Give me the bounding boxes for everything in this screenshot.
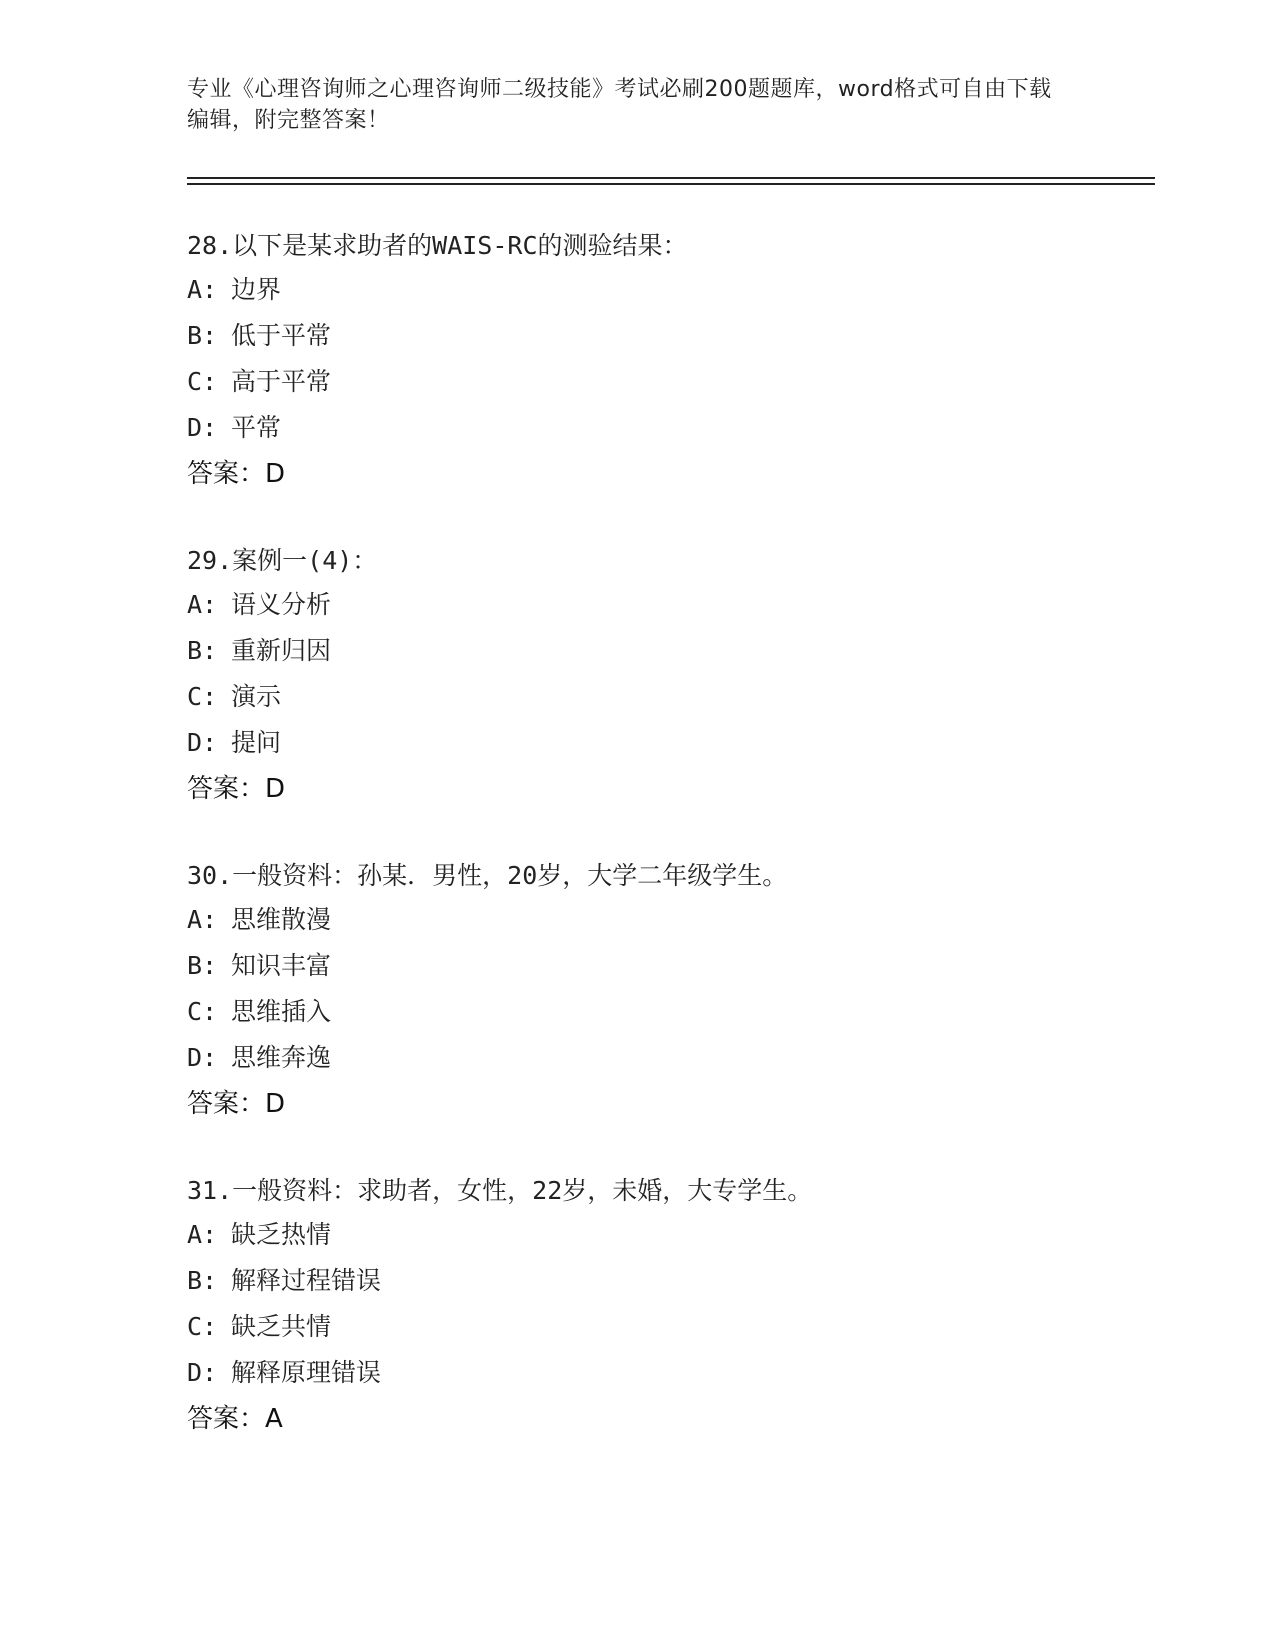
option-letter: C:	[187, 997, 218, 1026]
option-text: 提问	[231, 728, 282, 757]
option-letter: B:	[187, 321, 218, 350]
option-d	[187, 727, 1155, 773]
option-c	[187, 681, 1155, 727]
option-letter: C:	[187, 1312, 218, 1341]
document-header: 专业《心理咨询师之心理咨询师二级技能》考试必刷200题题库，word格式可自由下载编辑，附完整答案！	[187, 77, 1052, 133]
question-31	[187, 1175, 1155, 1443]
question-title: 30.一般资料：孙某．男性，20岁，大学二年级学生。	[187, 861, 788, 890]
option-letter: D:	[187, 413, 218, 442]
option-letter: A:	[187, 275, 218, 304]
option-letter: B:	[187, 951, 218, 980]
option-text: 低于平常	[231, 321, 332, 350]
question-title: 28.以下是某求助者的WAIS-RC的测验结果：	[187, 231, 688, 260]
option-letter: D:	[187, 1358, 218, 1387]
question-title: 31.一般资料：求助者，女性，22岁，未婚，大专学生。	[187, 1176, 813, 1205]
option-text: 重新归因	[231, 636, 332, 665]
option-text: 高于平常	[231, 367, 332, 396]
answer-text: 答案：A	[187, 1404, 283, 1434]
option-letter: A:	[187, 905, 218, 934]
option-d	[187, 1042, 1155, 1088]
option-letter: C:	[187, 682, 218, 711]
option-b	[187, 635, 1155, 681]
option-letter: D:	[187, 728, 218, 757]
option-b	[187, 320, 1155, 366]
option-a	[187, 904, 1155, 950]
option-b	[187, 950, 1155, 996]
option-a	[187, 1219, 1155, 1265]
answer-text: 答案：D	[187, 459, 286, 489]
option-text: 思维插入	[231, 997, 332, 1026]
option-letter: B:	[187, 636, 218, 665]
option-text: 演示	[231, 682, 282, 711]
option-c	[187, 1311, 1155, 1357]
question-29	[187, 545, 1155, 813]
option-text: 思维奔逸	[231, 1043, 332, 1072]
option-letter: C:	[187, 367, 218, 396]
answer-text: 答案：D	[187, 774, 286, 804]
option-text: 解释过程错误	[231, 1266, 382, 1295]
option-a	[187, 274, 1155, 320]
option-text: 语义分析	[231, 590, 332, 619]
header-divider-bottom	[187, 183, 1155, 185]
option-text: 平常	[231, 413, 282, 442]
option-b	[187, 1265, 1155, 1311]
option-text: 边界	[231, 275, 282, 304]
option-d	[187, 1357, 1155, 1403]
option-c	[187, 996, 1155, 1042]
header-divider-top	[187, 177, 1155, 179]
option-c	[187, 366, 1155, 412]
option-a	[187, 589, 1155, 635]
option-text: 思维散漫	[231, 905, 332, 934]
option-text: 知识丰富	[231, 951, 332, 980]
question-30	[187, 860, 1155, 1128]
question-28	[187, 230, 1155, 498]
option-text: 缺乏热情	[231, 1220, 332, 1249]
option-d	[187, 412, 1155, 458]
option-letter: B:	[187, 1266, 218, 1295]
option-letter: D:	[187, 1043, 218, 1072]
question-title: 29.案例一(4)：	[187, 546, 378, 575]
option-text: 解释原理错误	[231, 1358, 382, 1387]
option-letter: A:	[187, 1220, 218, 1249]
option-letter: A:	[187, 590, 218, 619]
answer-text: 答案：D	[187, 1089, 286, 1119]
option-text: 缺乏共情	[231, 1312, 332, 1341]
